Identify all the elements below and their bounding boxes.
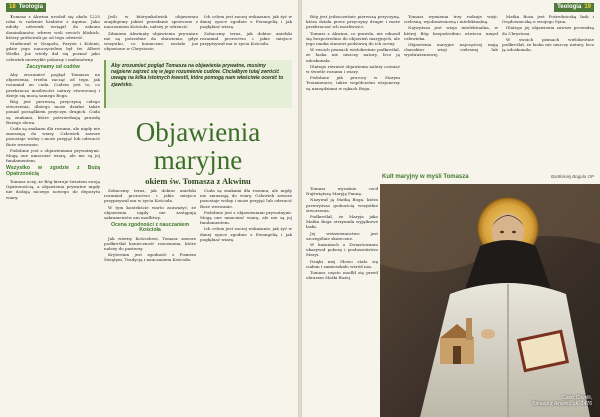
left-column-3-bottom — [200, 188, 292, 413]
painting-illustration — [380, 184, 600, 417]
page-number-right: 19 — [584, 4, 591, 10]
section-label-left: Teologia — [18, 4, 43, 10]
left-column-3-top — [200, 14, 292, 58]
caption-title: Tomasz z Akwinu, ok. 1476 — [531, 401, 592, 407]
paragraph: Jeśli w którymkolwiek objawieniu znajdujemy jakieś przesłanie sprzeczne z nauczaniem Kościoła, należy je odrzucić. — [104, 14, 198, 30]
painting-saint-thomas — [380, 184, 600, 417]
paragraph: Kryterium jest zgodność z Pismem Świętym, Tradycją i nauczaniem Kościoła. — [104, 252, 196, 263]
left-column-2-top — [104, 14, 198, 58]
paragraph: Podobnie jest z objawieniami prywatnymi. Mogą one umacniać wiarę, ale nie są jej fundamentem. — [6, 147, 100, 164]
paragraph: Ich celem jest raczej wskazanie, jak żyć w danej epoce zgodnie z Ewangelią i jak pogłębiać wiarę. — [200, 226, 292, 242]
article-title: Objawienia maryjne — [135, 117, 261, 175]
left-page — [0, 0, 298, 417]
photo-credit: Bartłomiej Bogula OP — [550, 174, 594, 179]
right-column-1-top — [306, 14, 400, 174]
paragraph: Podkreślał, że Maryja jako Matka Boga otrzymała wyjątkowe łaski. — [306, 214, 378, 230]
paragraph: W swoich pismach wielokrotnie podkreślał, że łaska nie niszczy natury, lecz ją udoskonala. — [306, 47, 400, 63]
paragraph: W kazaniach o Zwiastowaniu ukazywał pokorę i posłuszeństwo Maryi. — [306, 242, 378, 258]
paragraph: Ich celem jest raczej wskazanie, jak żyć w danej epoce zgodnie z Ewangelią i jak pogłębiać wiarę. — [200, 14, 292, 30]
lead-paragraph: Tomasz z Akwinu urodził się około 1225 roku w rodzinie hrabiów z Aquino. Jako młody człowiek wstąpił do zakonu dominikanów, wbrew woli swoich bliskich, którzy próbowali go od tego odwieść. — [6, 14, 100, 40]
pull-quote: Aby zrozumieć pogląd Tomasza na objawienia prywatne, musimy najpierw zajrzeć się w jego rozumienie cudów. Chciałbym tutaj zwrócić uwagę na kilka istotnych kwestii, które pomogą nam właściwie ocenić to zjawisko. — [104, 60, 292, 108]
paragraph: Nazywał ją Matką Boga, która przewyższa godnością wszystkie stworzenia. — [306, 197, 378, 213]
paragraph: Cuda są znakami dla rozumu, ale nigdy nie zmuszają do wiary. Człowiek zawsze pozostaje wolny i może przyjąć lub odrzucić Boże wezwanie. — [6, 126, 100, 147]
section-label-right: Teologia — [557, 4, 582, 10]
paragraph: Jak wierny Kościołowi, Tomasz zawsze podkreślał konieczność rozeznania, które należy do pasterzy. — [104, 235, 196, 252]
paragraph: Podobnie jak prorocy w Starym Testamencie, także współcześni wizjonerzy są narzędziami w rękach Boga. — [306, 75, 400, 91]
caption-artist: Carlo Crivelli, — [562, 395, 592, 401]
paragraph: Najwyższa jest wizja intelektualna, w której Bóg bezpośrednio oświeca umysł człowieka. — [404, 25, 498, 41]
page-tag-left — [6, 3, 46, 12]
paragraph: Objawienia maryjne najczęściej mają charakter wizji cielesnej lub wyobrażeniowej. — [404, 42, 498, 58]
section-heading: Ocena zgodności z nauczaniem Kościoła — [110, 222, 190, 234]
page-number-left: 18 — [9, 4, 16, 10]
section-heading: Zaczynamy od cudów — [26, 63, 80, 70]
paragraph: Dlatego jej objawienia zawsze prowadzą do Chrystusa. — [502, 25, 594, 36]
paragraph: Tomasz uczy, że Bóg kieruje światem swoją Opatrznością, a objawienia prywatne nigdy nie dodają niczego nowego do depozytu wiary. — [6, 178, 100, 200]
paragraph: Bóg jest jednocześnie pierwszą przyczyną, która działa przez przyczyny drugie i może przekraczać ich możliwości. — [306, 14, 400, 30]
right-column-3-top — [502, 14, 594, 174]
paragraph: Tomasz z Akwinu, co prawda, nie odnosił się bezpośrednio do objawień maryjnych, ale jego nauka stanowi podstawę do ich oceny. — [306, 30, 400, 47]
right-column-side — [306, 186, 378, 414]
paragraph: Dlatego również objawienia należy oceniać w świetle rozumu i wiary. — [306, 63, 400, 75]
section-title: Kult maryjny w myśli Tomasza — [382, 174, 469, 180]
paragraph: Bóg jest pierwszą przyczyną całego stworzenia, dlatego może działać także ponad porządkiem przyczyn drugich. Cuda są znakami, które potwierdzają prawdę Bożego słowa. — [6, 99, 100, 125]
painting-caption — [532, 395, 593, 407]
left-column-1 — [6, 14, 100, 414]
paragraph: Zdaniem Akwinaty objawienia prywatne nie są potrzebne do zbawienia, gdyż wszystko, co konieczne, zostało już objawione w Chrystusie. — [104, 30, 198, 52]
paragraph: Matka Boża jest Pośredniczką łask i Orędowniczką u swojego Syna. — [502, 14, 594, 25]
paragraph: W tym kontekście warto zauważyć, że objawienia nigdy nie zastępują sakramentów ani modlitwy. — [104, 204, 196, 221]
article-title-block — [104, 118, 292, 186]
section-heading: Wszystko w zgodzie z Bożą Opatrznością — [6, 165, 100, 177]
right-page — [302, 0, 600, 417]
paragraph: Studiował w Neapolu, Paryżu i Kolonii, gdzie jego nauczycielem był św. Albert Wielki. Już wtedy dał się poznać jako człowiek niezwykle pokorny i małomówny. — [6, 41, 100, 62]
paragraph: Jej wstawiennictwo jest szczególnie skuteczne. — [306, 230, 378, 241]
paragraph: Cuda są znakami dla rozumu, ale nigdy nie zmuszają do wiary. Człowiek zawsze pozostaje wolny i może przyjąć lub odrzucić Boże wezwanie. — [200, 188, 292, 209]
paragraph: Tomasz wyraźnie czcił Najświętszą Maryję Pannę. — [306, 186, 378, 197]
article-subtitle: okiem św. Tomasza z Akwinu — [145, 176, 251, 186]
paragraph: Tomasz wymienia trzy rodzaje wizji: cielesną, wyobrażeniową i intelektualną. — [404, 14, 498, 25]
paragraph: W swoich pismach wielokrotnie podkreślał, że łaska nie niszczy natury, lecz ją udoskonala. — [502, 36, 594, 53]
paragraph: Podobnie jest z objawieniami prywatnymi. Mogą one umacniać wiarę, ale nie są jej fundamentem. — [200, 209, 292, 226]
paragraph: Aby zrozumieć pogląd Tomasza na objawienia, trzeba zacząć od tego, jak rozumiał on cuda. Cudem jest to, co przekracza możliwości natury stworzonej i dzieje się mocą samego Boga. — [6, 72, 100, 98]
left-column-2-bottom — [104, 188, 196, 413]
paragraph: Tomasz często modlił się przed obrazem Matki Bożej. — [306, 270, 378, 281]
right-column-2-top — [404, 14, 498, 174]
paragraph: Zobaczmy teraz, jak doktor anielski rozumiał proroctwo i jakie miejsce przypisywał mu w życiu Kościoła. — [200, 30, 292, 47]
paragraph: Dzięki niej Słowo stało się ciałem i zamieszkało wśród nas. — [306, 258, 378, 269]
paragraph: Zobaczmy teraz, jak doktor anielski rozumiał proroctwo i jakie miejsce przypisywał mu w życiu Kościoła. — [104, 188, 196, 204]
page-tag-right — [554, 3, 594, 12]
